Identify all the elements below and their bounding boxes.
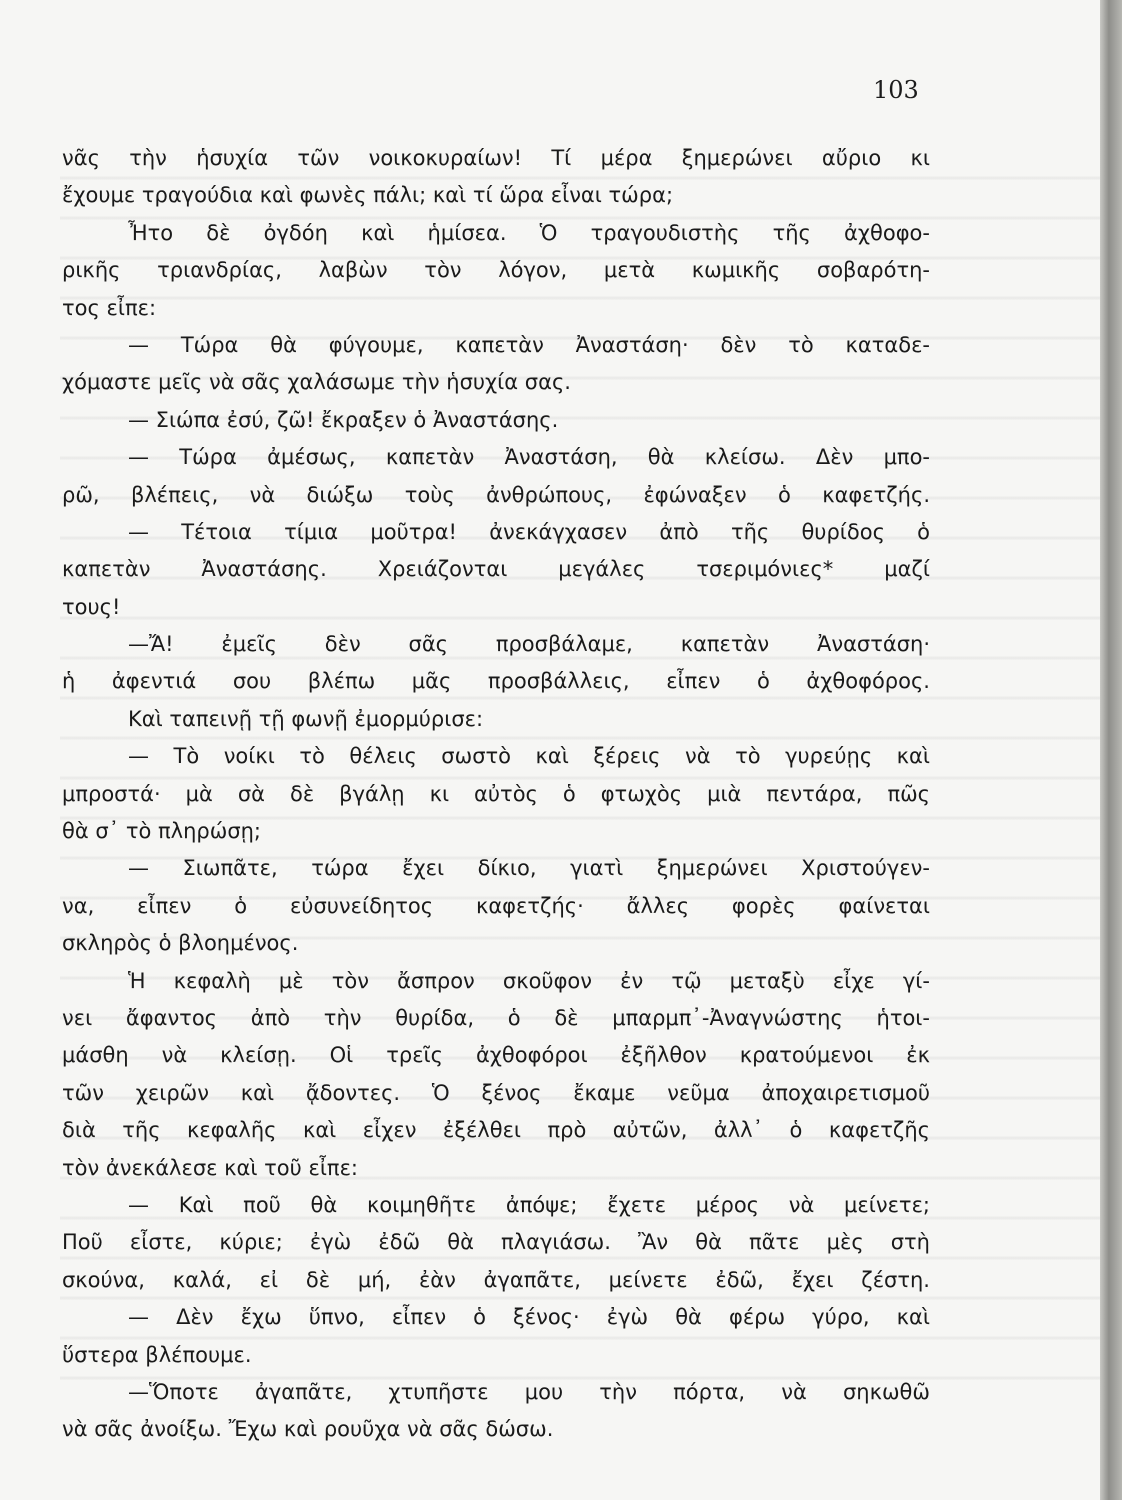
text-line: διὰ τῆς κεφαλῆς καὶ εἶχεν ἐξέλθει πρὸ αὐτῶν, ἀλλ᾿ ὁ καφετζῆς: [62, 1118, 930, 1143]
text-line: — Σιωπᾶτε, τώρα ἔχει δίκιο, γιατὶ ξημερώνει Χριστούγεν-: [128, 856, 930, 881]
text-line: νει ἄφαντος ἀπὸ τὴν θυρίδα, ὁ δὲ μπαρμπ᾿-Ἀναγνώστης ἡτοι-: [62, 1005, 930, 1030]
text-line: καπετὰν Ἀναστάσης. Χρειάζονται μεγάλες τσεριμόνιες* μαζί: [62, 557, 930, 582]
text-line: τος εἶπε:: [62, 295, 157, 320]
text-line: ἡ ἀφεντιά σου βλέπω μᾶς προσβάλλεις, εἶπεν ὁ ἀχθοφόρος.: [62, 669, 930, 694]
text-line: —Ἄ! ἐμεῖς δὲν σᾶς προσβάλαμε, καπετὰν Ἀναστάση·: [128, 632, 930, 657]
page-edge-shadow: [1100, 0, 1122, 1500]
text-line: τὸν ἀνεκάλεσε καὶ τοῦ εἶπε:: [62, 1155, 358, 1180]
text-line: — Καὶ ποῦ θὰ κοιμηθῆτε ἀπόψε; ἔχετε μέρος νὰ μείνετε;: [128, 1192, 930, 1217]
text-line: ἔχουμε τραγούδια καὶ φωνὲς πάλι; καὶ τί ὥρα εἶναι τώρα;: [62, 183, 674, 208]
text-line: — Τώρα ἀμέσως, καπετὰν Ἀναστάση, θὰ κλείσω. Δὲν μπο-: [128, 445, 930, 470]
text-line: μπροστά· μὰ σὰ δὲ βγάλῃ κι αὐτὸς ὁ φτωχὸς μιὰ πεντάρα, πῶς: [62, 781, 930, 806]
text-line: μάσθη νὰ κλείσῃ. Οἱ τρεῖς ἀχθοφόροι ἐξῆλθον κρατούμενοι ἐκ: [62, 1043, 930, 1068]
text-line: ὕστερα βλέπουμε.: [62, 1342, 252, 1367]
text-line: να, εἶπεν ὁ εὐσυνείδητος καφετζής· ἄλλες φορὲς φαίνεται: [62, 893, 930, 918]
text-line: — Τέτοια τίμια μοῦτρα! ἀνεκάγχασεν ἀπὸ τῆς θυρίδος ὁ: [128, 519, 930, 544]
text-line: — Τὸ νοίκι τὸ θέλεις σωστὸ καὶ ξέρεις νὰ τὸ γυρεύῃς καὶ: [128, 744, 930, 769]
text-line: ρικῆς τριανδρίας, λαβὼν τὸν λόγον, μετὰ κωμικῆς σοβαρότη-: [62, 258, 930, 283]
text-line: ρῶ, βλέπεις, νὰ διώξω τοὺς ἀνθρώπους, ἐφώναξεν ὁ καφετζής.: [62, 482, 930, 507]
text-line: Ἦτο δὲ ὀγδόη καὶ ἡμίσεα. Ὁ τραγουδιστὴς τῆς ἀχθοφο-: [128, 220, 930, 245]
text-line: — Τώρα θὰ φύγουμε, καπετὰν Ἀναστάση· δὲν τὸ καταδε-: [128, 332, 930, 357]
text-line: σκληρὸς ὁ βλοημένος.: [62, 931, 299, 956]
text-line: νᾶς τὴν ἡσυχία τῶν νοικοκυραίων! Τί μέρα ξημερώνει αὔριο κι: [62, 146, 930, 170]
text-line: σκούνα, καλά, εἰ δὲ μή, ἐὰν ἀγαπᾶτε, μείνετε ἐδῶ, ἔχει ζέστη.: [62, 1267, 930, 1292]
text-line: τῶν χειρῶν καὶ ᾄδοντες. Ὁ ξένος ἔκαμε νεῦμα ἀποχαιρετισμοῦ: [62, 1080, 930, 1105]
text-line: — Σιώπα ἐσύ, ζῶ! ἔκραξεν ὁ Ἀναστάσης.: [128, 407, 559, 432]
text-line: τους!: [62, 594, 121, 619]
text-line: Ποῦ εἶστε, κύριε; ἐγὼ ἐδῶ θὰ πλαγιάσω. Ἂν θὰ πᾶτε μὲς στὴ: [62, 1230, 930, 1255]
text-line: Καὶ ταπεινῇ τῇ φωνῇ ἐμορμύρισε:: [128, 706, 484, 731]
text-line: — Δὲν ἔχω ὕπνο, εἶπεν ὁ ξένος· ἐγὼ θὰ φέρω γύρο, καὶ: [128, 1305, 930, 1330]
text-line: θὰ σ᾿ τὸ πληρώσῃ;: [62, 819, 262, 844]
body-text: [62, 140, 930, 1449]
text-line: χόμαστε μεῖς νὰ σᾶς χαλάσωμε τὴν ἡσυχία σας.: [62, 370, 571, 395]
page-number: 103: [873, 76, 919, 104]
text-line: Ἡ κεφαλὴ μὲ τὸν ἄσπρον σκοῦφον ἐν τῷ μεταξὺ εἶχε γί-: [128, 968, 930, 993]
text-line: νὰ σᾶς ἀνοίξω. Ἔχω καὶ ρουῦχα νὰ σᾶς δώσω.: [62, 1417, 554, 1442]
text-line: —Ὅποτε ἀγαπᾶτε, χτυπῆστε μου τὴν πόρτα, νὰ σηκωθῶ: [128, 1379, 930, 1404]
